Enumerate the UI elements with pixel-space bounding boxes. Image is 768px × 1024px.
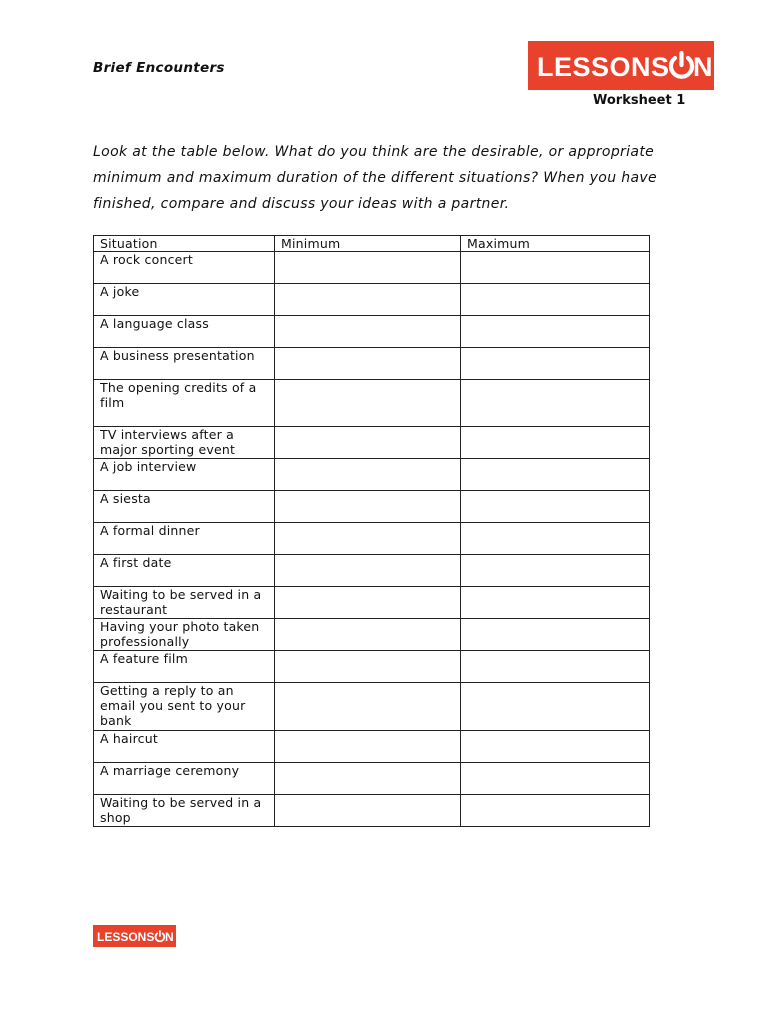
table-row	[94, 459, 650, 491]
situation-cell: Waiting to be served in a restaurant	[94, 587, 275, 619]
maximum-cell[interactable]	[461, 491, 650, 523]
table-row	[94, 795, 650, 827]
situation-cell: A joke	[94, 284, 275, 316]
table-row	[94, 763, 650, 795]
table-row	[94, 619, 650, 651]
footer-lessonson-logo-mark	[93, 925, 176, 947]
minimum-cell[interactable]	[275, 459, 461, 491]
minimum-cell[interactable]	[275, 587, 461, 619]
minimum-cell[interactable]	[275, 491, 461, 523]
maximum-cell[interactable]	[461, 651, 650, 683]
minimum-cell[interactable]	[275, 795, 461, 827]
maximum-cell[interactable]	[461, 348, 650, 380]
table-row	[94, 284, 650, 316]
situation-cell: Having your photo taken professionally	[94, 619, 275, 651]
minimum-cell[interactable]	[275, 252, 461, 284]
situation-cell: A language class	[94, 316, 275, 348]
maximum-cell[interactable]	[461, 380, 650, 427]
maximum-cell[interactable]	[461, 619, 650, 651]
maximum-cell[interactable]	[461, 763, 650, 795]
minimum-cell[interactable]	[275, 619, 461, 651]
lessonson-logo	[528, 41, 714, 90]
situation-cell: A marriage ceremony	[94, 763, 275, 795]
table-row	[94, 587, 650, 619]
document-title: Brief Encounters	[93, 60, 225, 76]
maximum-cell[interactable]	[461, 284, 650, 316]
minimum-cell[interactable]	[275, 380, 461, 427]
table-row	[94, 651, 650, 683]
table-row	[94, 252, 650, 284]
lessonson-logo-mark	[528, 41, 714, 90]
table-row	[94, 523, 650, 555]
footer-logo-text-suffix: N	[165, 930, 174, 944]
maximum-cell[interactable]	[461, 731, 650, 763]
logo-text-suffix: N	[693, 52, 713, 82]
minimum-cell[interactable]	[275, 348, 461, 380]
table-row	[94, 731, 650, 763]
maximum-cell[interactable]	[461, 555, 650, 587]
header-minimum: Minimum	[275, 236, 461, 252]
table-row	[94, 555, 650, 587]
table-header-row	[94, 236, 650, 252]
table-row	[94, 380, 650, 427]
situation-cell: A rock concert	[94, 252, 275, 284]
minimum-cell[interactable]	[275, 763, 461, 795]
minimum-cell[interactable]	[275, 683, 461, 731]
minimum-cell[interactable]	[275, 284, 461, 316]
maximum-cell[interactable]	[461, 795, 650, 827]
situation-cell: The opening credits of a film	[94, 380, 275, 427]
table-row	[94, 683, 650, 731]
power-icon	[671, 53, 692, 77]
situation-cell: A formal dinner	[94, 523, 275, 555]
minimum-cell[interactable]	[275, 523, 461, 555]
minimum-cell[interactable]	[275, 555, 461, 587]
situation-cell: TV interviews after a major sporting event	[94, 427, 275, 459]
table-row	[94, 491, 650, 523]
logo-text-prefix: LESSONS	[537, 52, 670, 82]
worksheet-label: Worksheet 1	[593, 93, 686, 108]
table-row	[94, 316, 650, 348]
situation-cell: A feature film	[94, 651, 275, 683]
duration-table	[93, 235, 650, 827]
minimum-cell[interactable]	[275, 651, 461, 683]
situation-cell: A job interview	[94, 459, 275, 491]
header-situation: Situation	[94, 236, 275, 252]
situation-cell: A first date	[94, 555, 275, 587]
maximum-cell[interactable]	[461, 252, 650, 284]
minimum-cell[interactable]	[275, 427, 461, 459]
minimum-cell[interactable]	[275, 731, 461, 763]
situation-cell: Getting a reply to an email you sent to your bank	[94, 683, 275, 731]
maximum-cell[interactable]	[461, 683, 650, 731]
table-row	[94, 427, 650, 459]
maximum-cell[interactable]	[461, 316, 650, 348]
maximum-cell[interactable]	[461, 459, 650, 491]
maximum-cell[interactable]	[461, 523, 650, 555]
situation-cell: A siesta	[94, 491, 275, 523]
minimum-cell[interactable]	[275, 316, 461, 348]
situation-cell: A haircut	[94, 731, 275, 763]
maximum-cell[interactable]	[461, 427, 650, 459]
situation-cell: A business presentation	[94, 348, 275, 380]
table-row	[94, 348, 650, 380]
header-maximum: Maximum	[461, 236, 650, 252]
maximum-cell[interactable]	[461, 587, 650, 619]
instructions-text: Look at the table below. What do you think are the desirable, or appropriate minimum and maximum duration of the different situations? When you have finished, compare and discuss your ideas with a partner.	[93, 144, 657, 212]
footer-power-icon	[156, 931, 165, 941]
footer-lessonson-logo	[93, 925, 176, 947]
footer-logo-text-prefix: LESSONS	[97, 930, 155, 944]
situation-cell: Waiting to be served in a shop	[94, 795, 275, 827]
